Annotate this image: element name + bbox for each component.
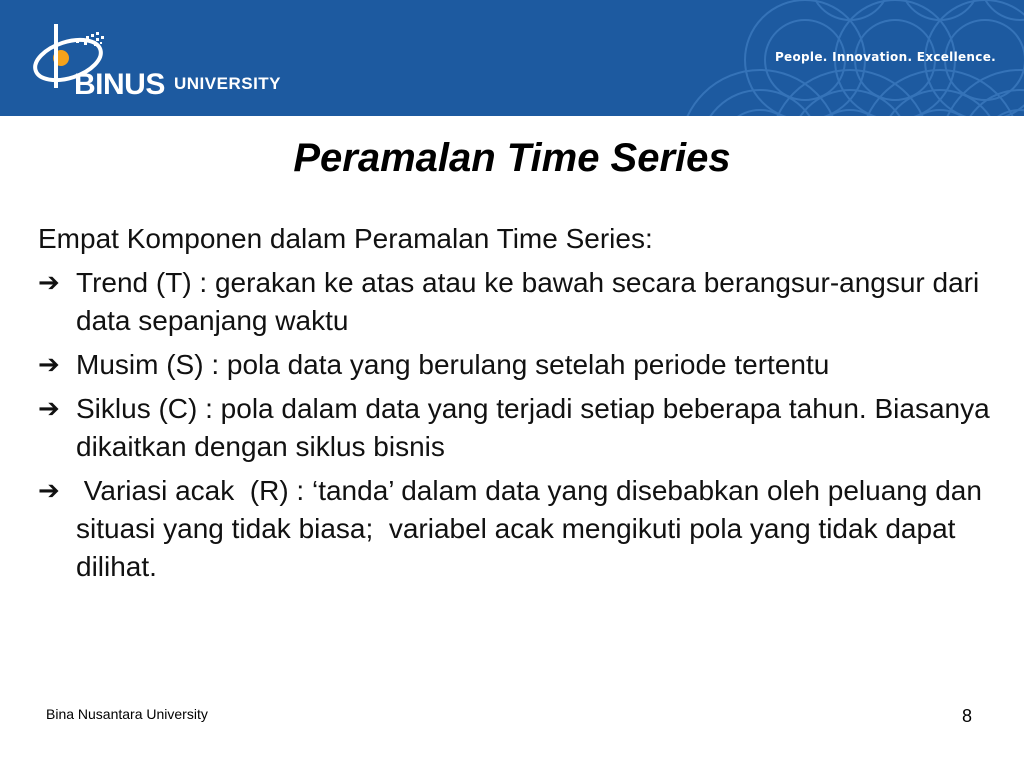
arrow-right-icon: ➔ — [38, 476, 60, 506]
bullet-text: Musim (S) : pola data yang berulang setelah periode tertentu — [76, 349, 830, 380]
bullet-text: Siklus (C) : pola dalam data yang terjadi setiap beberapa tahun. Biasanya dikaitkan dengan siklus bisnis — [76, 393, 990, 462]
bullet-text: Trend (T) : gerakan ke atas atau ke bawah secara berangsur-angsur dari data sepanjang waktu — [76, 267, 980, 336]
logo-wordmark: BINUS — [74, 68, 165, 101]
header-band — [0, 0, 1024, 116]
arrow-right-icon: ➔ — [38, 268, 60, 298]
bullet-item-variasi-acak — [38, 472, 998, 586]
slide-title: Peramalan Time Series — [293, 136, 731, 180]
footer-organization: Bina Nusantara University — [46, 706, 208, 722]
slide-body — [38, 220, 998, 592]
bullet-item-siklus — [38, 390, 998, 466]
page-number: 8 — [962, 706, 973, 726]
bullet-item-trend — [38, 264, 998, 340]
arrow-right-icon: ➔ — [38, 350, 60, 380]
bullet-text: Variasi acak (R) : ‘tanda’ dalam data yang disebabkan oleh peluang dan situasi yang tidak biasa; variabel acak mengikuti pola yang tidak dapat dilihat. — [76, 475, 990, 582]
logo-university-label: UNIVERSITY — [174, 74, 282, 93]
arrow-right-icon: ➔ — [38, 394, 60, 424]
header-tagline: People. Innovation. Excellence. — [774, 50, 996, 64]
intro-text: Empat Komponen dalam Peramalan Time Series: — [38, 223, 653, 254]
bullet-item-musim — [38, 346, 998, 384]
binus-logo-mark — [28, 18, 308, 108]
binus-logo — [28, 18, 308, 108]
